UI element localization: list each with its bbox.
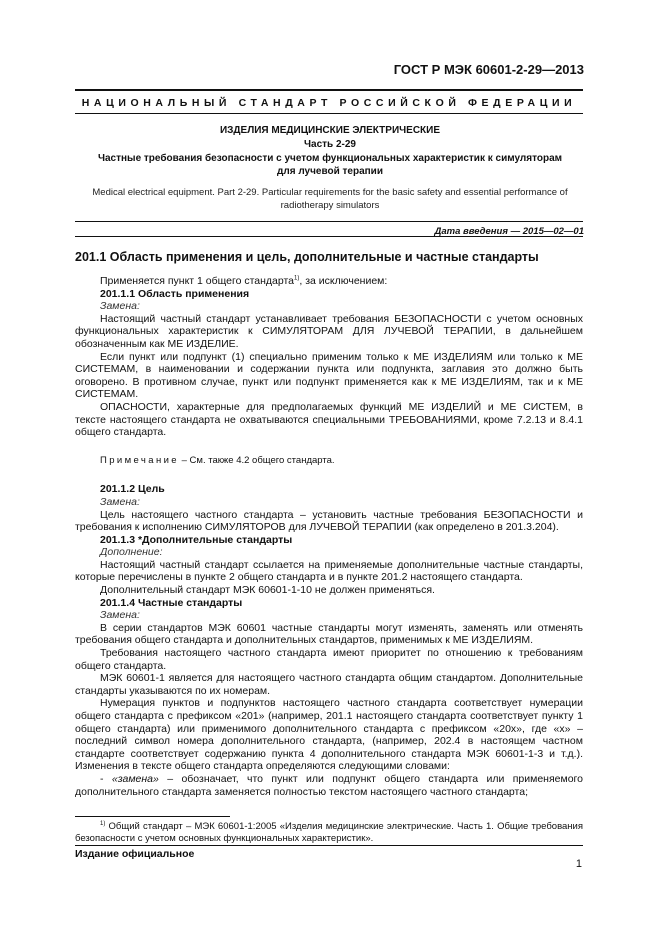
text-line: оговорено. В противном случае, пункт или подпункт применяется как к МЕ ИЗДЕЛИЯМ, так и к МЕ bbox=[75, 375, 583, 388]
text-line: Изменения в тексте общего стандарта определяются следующими словами: bbox=[75, 760, 450, 773]
edition-label: Издание официальное bbox=[75, 848, 195, 860]
header-rule-bottom bbox=[75, 113, 583, 114]
bullet-replace: - «замена» – обозначает, что пункт или подпункт общего стандарта или применяемого bbox=[100, 772, 583, 785]
footnote-ref: 1) bbox=[294, 275, 300, 282]
applies-paragraph: Применяется пункт 1 общего стандарта$^{1)}$, за исключением: bbox=[100, 275, 388, 287]
text-line: общего стандарта) или применимого дополнительного стандарта с префиксом «20х», где «х» – bbox=[75, 722, 583, 735]
footnote: $^{1)}$ Общий стандарт – МЭК 60601-1:2005 «Изделия медицинские электрические. Часть 1. Общие требования безопасности с учетом основных функциональных характеристик». bbox=[75, 820, 583, 844]
text-line: СИСТЕМАМ, в наименовании и содержании пункта или подпункта, заглавия это должно быть bbox=[75, 363, 583, 376]
text-line: общего стандарта с префиксом «201» (например, 201.1 настоящего стандарта соответствует пункту 1 bbox=[75, 710, 583, 722]
text-line: общего стандарта. bbox=[75, 426, 167, 439]
text-line: тексте настоящего стандарта не охватываются специальными ТРЕБОВАНИЯМИ, кроме 7.2.13 и 8.4.1 bbox=[75, 413, 583, 426]
change-label: Замена: bbox=[100, 495, 140, 508]
text-line: стандарте соответствует содержанию пункта 4 дополнительного стандарта МЭК 60601-1-3 и т.д.). bbox=[75, 747, 583, 760]
page-number: 1 bbox=[575, 858, 582, 870]
text-line: Настоящий частный стандарт ссылается на применяемые дополнительные частные стандарты, bbox=[100, 558, 583, 571]
subsection-title-particular: 201.1.4 Частные стандарты bbox=[100, 596, 243, 609]
footnote-rule bbox=[75, 816, 230, 817]
text-line: Требования настоящего частного стандарта имеют приоритет по отношению к требованиям bbox=[100, 647, 583, 660]
footer-rule bbox=[75, 845, 583, 846]
header-rule-top bbox=[75, 89, 583, 91]
text-line: Настоящий частный стандарт устанавливает требования БЕЗОПАСНОСТИ с учетом основных bbox=[100, 312, 583, 325]
text-line: дополнительного стандарта заменяется полностью текстом настоящего частного стандарта; bbox=[75, 785, 528, 798]
footnote-marker: 1) bbox=[100, 820, 106, 827]
intro-date-rule-bottom bbox=[75, 236, 583, 237]
change-label: Замена: bbox=[100, 300, 140, 313]
change-label: Замена: bbox=[100, 609, 140, 622]
title-line-2: Часть 2-29 bbox=[304, 139, 356, 150]
title-line-4: для лучевой терапии bbox=[277, 166, 383, 177]
text-line: функциональных характеристик к СИМУЛЯТОРАМ ДЛЯ ЛУЧЕВОЙ ТЕРАПИИ, в дальнейшем bbox=[75, 325, 583, 338]
title-line-1: ИЗДЕЛИЯ МЕДИЦИНСКИЕ ЭЛЕКТРИЧЕСКИЕ bbox=[219, 125, 441, 136]
intro-date-rule bbox=[75, 221, 583, 222]
subsection-title-purpose: 201.1.2 Цель bbox=[100, 483, 165, 496]
text-line: которые перечислены в пункте 2 общего стандарта и в пункте 201.2 настоящего стандарта. bbox=[75, 571, 523, 584]
intro-date: Дата введения — 2015—02—01 bbox=[434, 226, 584, 237]
text-line: Цель настоящего частного стандарта – установить частные требования БЕЗОПАСНОСТИ и bbox=[100, 508, 583, 521]
footnote-line: безопасности с учетом основных функциональных характеристик». bbox=[75, 833, 374, 844]
text-line: требования к исполнению СИМУЛЯТОРОВ для ЛУЧЕВОЙ ТЕРАПИИ (как определено в 201.3.204). bbox=[75, 521, 559, 534]
text-line: Дополнительный стандарт МЭК 60601-1-10 не должен применяться. bbox=[100, 584, 435, 597]
text-line: требования общего стандарта и дополнительных стандартов, применимых к МЕ ИЗДЕЛИЯМ. bbox=[75, 634, 534, 647]
text-line: последний символ номера дополнительного стандарта, (например, 202.4 в настоящем частном bbox=[75, 735, 583, 748]
text-line: СИСТЕМАМ. bbox=[75, 388, 139, 401]
text-line: общего стандарта. bbox=[75, 659, 167, 672]
addition-label: Дополнение: bbox=[100, 546, 163, 559]
note: Примечание – См. также 4.2 общего стандарта. bbox=[100, 454, 335, 466]
text-line: Нумерация пунктов и подпунктов настоящего частного стандарта соответствует нумерации bbox=[100, 697, 583, 710]
section-heading: 201.1 Область применения и цель, дополнительные и частные стандарты bbox=[75, 250, 539, 264]
text-line: стандарты указываются по их номерам. bbox=[75, 684, 271, 697]
english-title-line-1: Medical electrical equipment. Part 2-29. Particular requirements for the basic safety and essential performance of bbox=[92, 187, 568, 198]
text-line: ОПАСНОСТИ, характерные для предполагаемых функций МЕ ИЗДЕЛИЙ и МЕ СИСТЕМ, в bbox=[100, 400, 583, 413]
subsection-title-scope: 201.1.1 Область применения bbox=[100, 287, 250, 300]
document-id: ГОСТ Р МЭК 60601-2-29—2013 bbox=[393, 62, 584, 77]
english-title-line-2: radiotherapy simulators bbox=[280, 200, 380, 211]
national-standard-banner: НАЦИОНАЛЬНЫЙ СТАНДАРТ РОССИЙСКОЙ ФЕДЕРАЦИИ bbox=[81, 97, 577, 109]
section-body bbox=[75, 275, 583, 798]
subsection-title-collateral: 201.1.3 *Дополнительные стандарты bbox=[100, 533, 293, 546]
text-line: МЭК 60601-1 является для настоящего частного стандарта общим стандартом. Дополнительные bbox=[100, 672, 583, 685]
title-line-3: Частные требования безопасности с учетом функциональных характеристик к симуляторам bbox=[97, 153, 563, 164]
text-line: обозначенным как МЕ ИЗДЕЛИЕ. bbox=[75, 337, 239, 350]
text-line: В серии стандартов МЭК 60601 частные стандарты могут изменять, заменять или отменять bbox=[100, 621, 583, 634]
text-line: Если пункт или подпункт (1) специально применим только к МЕ ИЗДЕЛИЯМ или только к МЕ bbox=[100, 350, 583, 363]
